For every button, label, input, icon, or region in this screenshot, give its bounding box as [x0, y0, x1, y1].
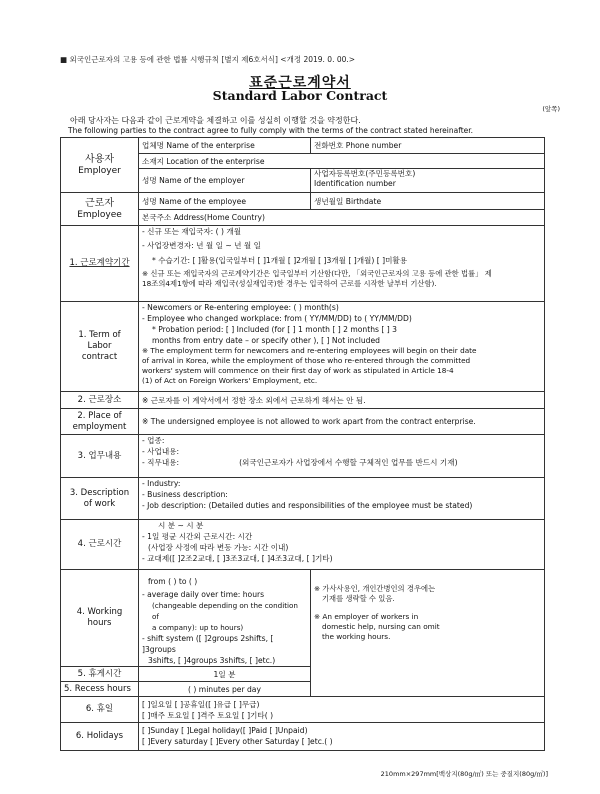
- shift-en-1[interactable]: - shift system ([ ]2groups 2shifts, [ ]3groups: [142, 634, 274, 654]
- shift-en-2[interactable]: 3shifts, [ ]4groups 3shifts, [ ]etc.): [148, 656, 276, 665]
- recess-label-en: 5. Recess hours: [61, 682, 139, 697]
- holidays-content-ko: [139, 697, 545, 723]
- term-label-en: 1. Term of Labor contract: [61, 302, 139, 392]
- duties-label-en: 3. Description of work: [61, 478, 139, 520]
- recess-label-ko: 5. 휴게시간: [61, 667, 139, 682]
- duties-label-ko: 3. 업무내용: [61, 435, 139, 478]
- intro-english: The following parties to the contract agree to fully comply with the terms of the contract stated hereinafter.: [68, 126, 474, 135]
- title-english: Standard Labor Contract: [212, 88, 388, 103]
- job-en-field[interactable]: - Job description: (Detailed duties and responsibilities of the employee must be stated): [142, 501, 473, 510]
- enterprise-name-field[interactable]: 업체명 Name of the enterprise: [139, 138, 311, 154]
- term-note-en-2: of arrival in Korea, while the employment of those who re-entered through the committed: [142, 356, 471, 365]
- holidays-line2-en[interactable]: [ ]Every saturday [ ]Every other Saturday [ ]etc.( ): [142, 737, 333, 746]
- recess-field-ko[interactable]: 1일 분: [139, 667, 311, 682]
- term-note-en-4: (1) of Act on Foreign Workers' Employment, etc.: [142, 376, 318, 385]
- recess-field-en[interactable]: ( ) minutes per day: [139, 682, 311, 697]
- intro-korean: 아래 당사자는 다음과 같이 근로계약을 체결하고 이를 성실히 이행할 것을 약정한다.: [70, 116, 361, 125]
- business-ko-field[interactable]: - 사업내용:: [142, 447, 180, 456]
- overtime-en[interactable]: - average daily over time: hours: [142, 590, 265, 599]
- home-address-field[interactable]: 본국주소 Address(Home Country): [139, 210, 545, 226]
- employee-name-field[interactable]: 성명 Name of the employee: [139, 193, 311, 210]
- from-to-en[interactable]: from ( ) to ( ): [148, 577, 198, 586]
- front-page-label: (앞쪽): [542, 105, 560, 113]
- birthdate-field[interactable]: 생년월일 Birthdate: [311, 193, 545, 210]
- contract-table: [60, 137, 545, 751]
- hours-content-en: [139, 570, 311, 667]
- overtime-note-en-1: (changeable depending on the condition of: [152, 601, 298, 621]
- holidays-label-ko: 6. 휴일: [61, 697, 139, 723]
- enterprise-location-field[interactable]: 소재지 Location of the enterprise: [139, 154, 545, 169]
- employer-name-field[interactable]: 성명 Name of the employer: [139, 169, 311, 193]
- contract-form: [60, 137, 544, 775]
- title-korean: 표준근로계약서: [249, 75, 351, 91]
- newcomer-line-ko[interactable]: - 신규 또는 재입국자: ( ) 개월: [142, 227, 242, 236]
- probation-line-ko[interactable]: * 수습기간: [ ]활용(입국일부터 [ ]1개월 [ ]2개월 [ ]3개월 [ ]개월) [ ]미활용: [152, 256, 408, 265]
- place-note-en: ※ The undersigned employee is not allowed to work apart from the contract enterprise.: [139, 409, 545, 435]
- overtime-note-en-2: a company): up to hours): [152, 623, 244, 632]
- workplace-change-line-ko[interactable]: - 사업장변경자: 년 월 일 ~ 년 월 일: [142, 241, 261, 250]
- probation-line-en-1[interactable]: * Probation period: [ ] Included (for [ ] 1 month [ ] 2 months [ ] 3: [152, 325, 397, 334]
- workplace-change-line-en[interactable]: - Employee who changed workplace: from ( YY/MM/DD) to ( YY/MM/DD): [142, 314, 412, 323]
- holidays-line2-ko[interactable]: [ ]매주 토요일 [ ]격주 토요일 [ ]기타( ): [142, 711, 274, 720]
- industry-en-field[interactable]: - Industry:: [142, 479, 181, 488]
- overtime-ko[interactable]: - 1일 평균 시간외 근로시간: 시간: [142, 532, 253, 541]
- industry-ko-field[interactable]: - 업종:: [142, 436, 165, 445]
- employer-label: 사용자 Employer: [61, 138, 139, 193]
- phone-number-field[interactable]: 전화번호 Phone number: [311, 138, 545, 154]
- shift-ko[interactable]: - 교대제([ ]2조2교대, [ ]3조3교대, [ ]4조3교대, [ ]기타): [142, 554, 333, 563]
- term-note-ko-2: 18조의4제1항에 따라 재입국(성실재입국)한 경우는 입국하여 근로를 시작한 날부터 기산함).: [142, 279, 437, 288]
- paper-spec-footer: 210mm×297mm[백상지(80g/㎡) 또는 중질지(80g/㎡)]: [380, 770, 548, 778]
- hours-label-en: 4. Working hours: [61, 570, 139, 667]
- term-content-ko: [139, 226, 545, 302]
- duties-content-en: [139, 478, 545, 520]
- term-note-en-3: workers' system will commence on their first day of work as stipulated in Article 18-4: [142, 366, 454, 375]
- job-ko-field[interactable]: - 직무내용: (외국인근로자가 사업장에서 수행할 구체적인 업무를 반드시 기재): [142, 458, 458, 467]
- holidays-label-en: 6. Holidays: [61, 723, 139, 751]
- employee-label: 근로자 Employee: [61, 193, 139, 226]
- newcomer-line-en[interactable]: - Newcomers or Re-entering employee: ( ) month(s): [142, 303, 339, 312]
- holidays-line1-ko[interactable]: [ ]일요일 [ ]공휴일([ ]유급 [ ]무급): [142, 700, 260, 709]
- probation-line-en-2[interactable]: months from entry date – or specify other ), [ ] Not included: [152, 336, 380, 345]
- place-note-ko: ※ 근로자를 이 계약서에서 정한 장소 외에서 근로하게 해서는 안 됨.: [139, 392, 545, 409]
- term-label-ko: 1. 근로계약기간: [61, 226, 139, 302]
- identification-number-field[interactable]: 사업자등록번호(주민등록번호) Identification number: [311, 169, 545, 193]
- place-label-ko: 2. 근로장소: [61, 392, 139, 409]
- form-reference: ■ 외국인근로자의 고용 등에 관한 법률 시행규칙 [별지 제6호서식] <개정 2019. 0. 00.>: [60, 55, 356, 64]
- time-range-ko[interactable]: 시 분 ~ 시 분: [158, 521, 204, 530]
- duties-content-ko: [139, 435, 545, 478]
- hours-label-ko: 4. 근로시간: [61, 520, 139, 570]
- term-note-en-1: ※ The employment term for newcomers and re-entering employees will begin on their date: [142, 346, 477, 355]
- place-label-en: 2. Place of employment: [61, 409, 139, 435]
- term-content-en: [139, 302, 545, 392]
- hours-side-note: ※ 가사사용인, 개인간병인의 경우에는 기재를 생략할 수 있음. ※ An employer of workers in domestic help, nursing can omit the working hours.: [311, 570, 545, 697]
- business-en-field[interactable]: - Business description:: [142, 490, 228, 499]
- hours-content-ko: [139, 520, 545, 570]
- overtime-note-ko: (사업장 사정에 따라 변동 가능: 시간 이내): [148, 543, 289, 552]
- term-note-ko-1: ※ 신규 또는 재입국자의 근로계약기간은 입국일부터 기산함(다만, 「외국인근로자의 고용 등에 관한 법률」 제: [142, 269, 492, 278]
- holidays-line1-en[interactable]: [ ]Sunday [ ]Legal holiday([ ]Paid [ ]Unpaid): [142, 726, 308, 735]
- holidays-content-en: [139, 723, 545, 751]
